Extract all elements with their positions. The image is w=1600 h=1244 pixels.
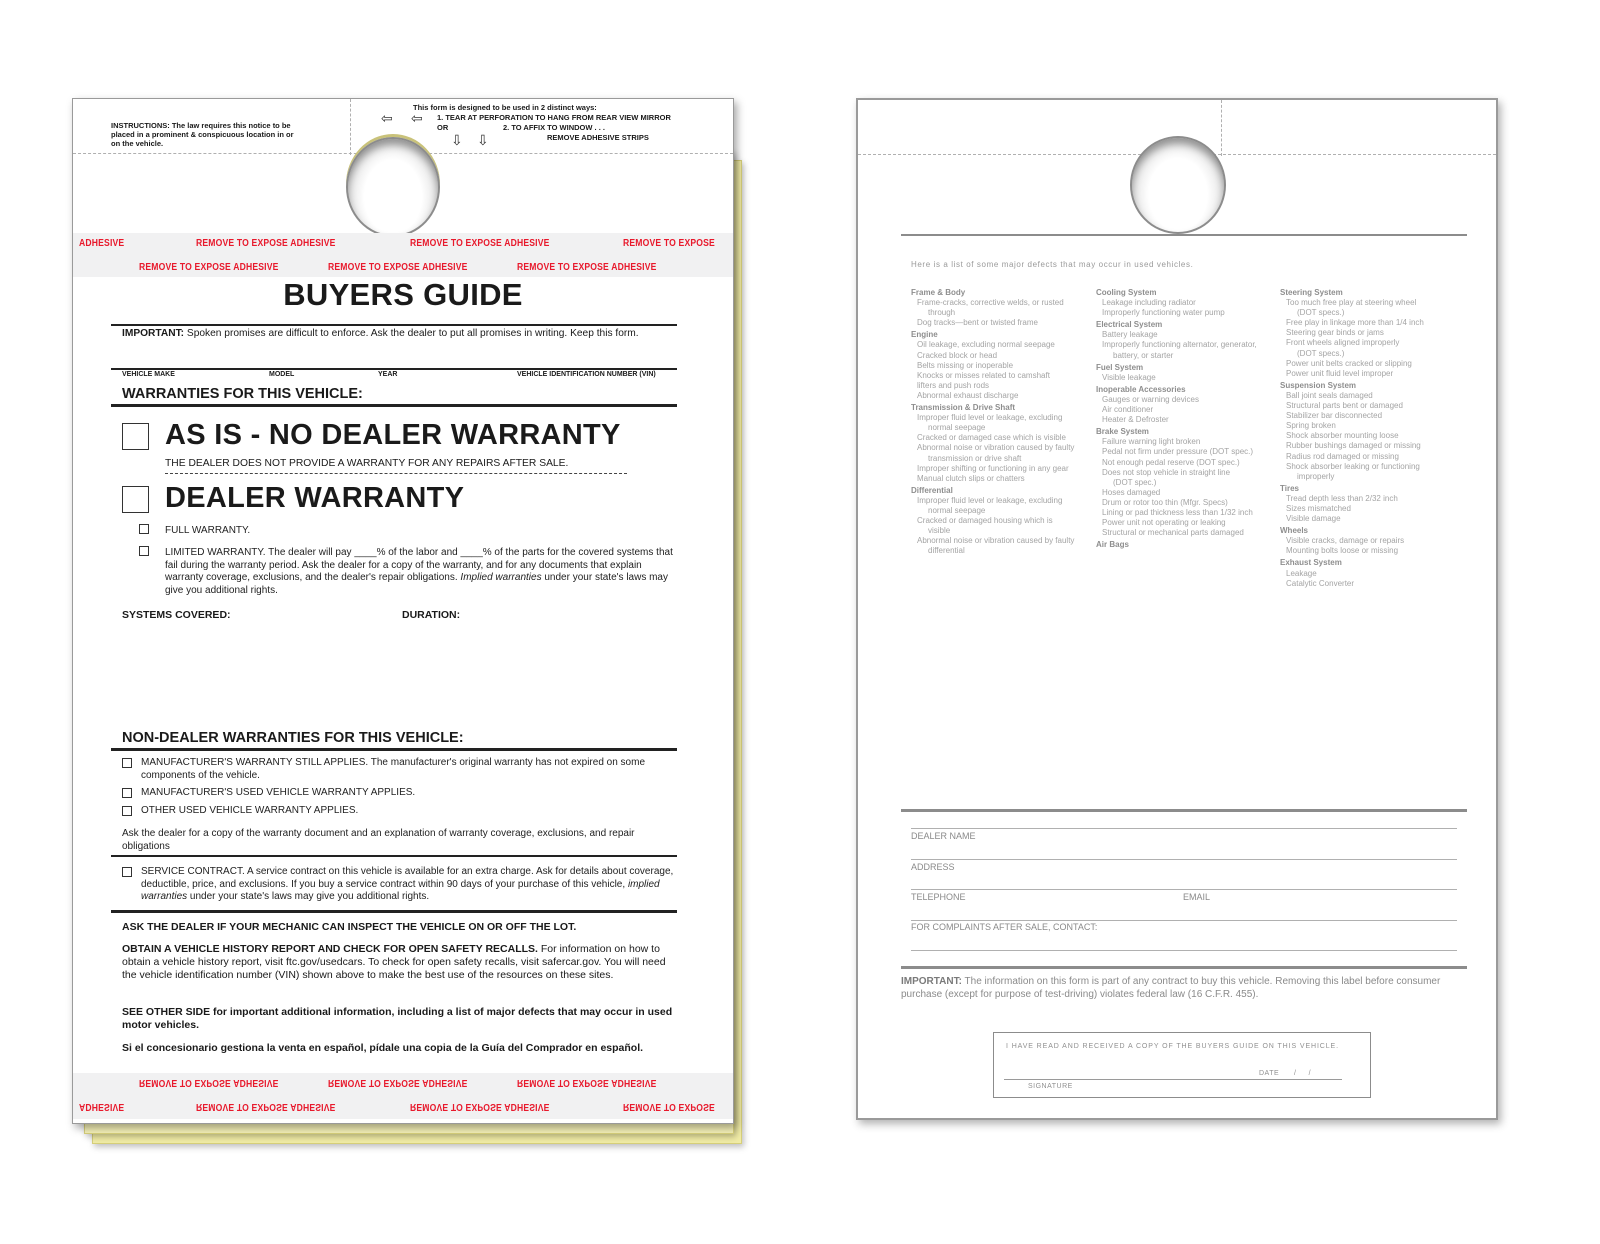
design-note <box>381 103 671 148</box>
warranties-heading: WARRANTIES FOR THIS VEHICLE: <box>122 386 363 402</box>
defect-category: Exhaust System <box>1280 558 1342 568</box>
date-label: DATE <box>1259 1070 1280 1077</box>
adhesive-label: REMOVE TO EXPOSE ADHESIVE <box>196 1101 336 1112</box>
important-text: Spoken promises are difficult to enforce. Ask the dealer to put all promises in writing. Keep this form. <box>186 328 639 339</box>
instructions-text: INSTRUCTIONS: The law requires this notice to be placed in a prominent & conspicuous location in or on the vehicle. <box>111 121 294 148</box>
adhesive-label: REMOVE TO EXPOSE ADHESIVE <box>328 1077 468 1088</box>
adhesive-label: REMOVE TO EXPOSE <box>623 238 715 249</box>
used-vehicle-warranty-text: MANUFACTURER'S USED VEHICLE WARRANTY APPLIES. <box>141 787 416 798</box>
vehicle-info-line[interactable] <box>111 368 677 370</box>
arrow-down-icon: ⇩ <box>451 132 463 148</box>
divider <box>111 748 677 751</box>
defect-item: Radius rod damaged or missing <box>1286 451 1399 461</box>
defect-item: Improper fluid level or leakage, excluding <box>917 495 1063 505</box>
defects-column-1 <box>911 286 1096 556</box>
way-2-detail: REMOVE ADHESIVE STRIPS <box>547 133 649 142</box>
defect-item: Air conditioner <box>1102 405 1154 415</box>
defect-item: Lining or pad thickness less than 1/32 inch <box>1102 507 1253 517</box>
telephone-email-line[interactable] <box>911 889 1457 890</box>
address-line[interactable] <box>911 859 1457 860</box>
defect-item: Does not stop vehicle in straight line <box>1102 467 1231 477</box>
defect-item: differential <box>928 546 965 556</box>
defect-item: Drum or rotor too thin (Mfgr. Specs) <box>1102 497 1228 507</box>
defect-category: Air Bags <box>1096 540 1129 550</box>
signature-box <box>993 1032 1371 1098</box>
signature-label: SIGNATURE <box>1028 1083 1073 1090</box>
perforation-vertical <box>1221 100 1222 156</box>
adhesive-label: REMOVE TO EXPOSE ADHESIVE <box>328 262 468 273</box>
defect-item: Too much free play at steering wheel <box>1286 298 1417 308</box>
page-title: BUYERS GUIDE <box>283 277 523 312</box>
complaints-line[interactable] <box>911 920 1457 921</box>
defect-item: Abnormal noise or vibration caused by faulty <box>917 443 1075 453</box>
adhesive-label: REMOVE TO EXPOSE ADHESIVE <box>517 262 657 273</box>
defect-item: Structural or mechanical parts damaged <box>1102 528 1244 538</box>
signature-line[interactable] <box>1004 1079 1342 1080</box>
defect-item: Structural parts bent or damaged <box>1286 401 1403 411</box>
defect-item: Belts missing or inoperable <box>917 360 1014 370</box>
defect-item: Tread depth less than 2/32 inch <box>1286 493 1398 503</box>
as-is-subtext: THE DEALER DOES NOT PROVIDE A WARRANTY FOR ANY REPAIRS AFTER SALE. <box>165 458 569 469</box>
way-1-text: 1. TEAR AT PERFORATION TO HANG FROM REAR VIEW MIRROR <box>437 113 671 122</box>
model-label: MODEL <box>269 371 295 378</box>
defect-item: improperly <box>1297 471 1335 481</box>
divider <box>901 234 1467 236</box>
defect-item: Leakage <box>1286 568 1317 578</box>
other-warranty-checkbox[interactable] <box>122 806 132 816</box>
defect-item: Dog tracks—bent or twisted frame <box>917 318 1038 328</box>
defect-item: Improperly functioning alternator, generator, <box>1102 340 1257 350</box>
defect-item: Shock absorber leaking or functioning <box>1286 461 1420 471</box>
adhesive-label: REMOVE TO EXPOSE <box>623 1101 715 1112</box>
dealer-warranty-label: DEALER WARRANTY <box>165 482 465 514</box>
important-label: IMPORTANT: <box>122 328 185 339</box>
complaints-contact-line[interactable] <box>911 950 1457 951</box>
used-vehicle-warranty-checkbox[interactable] <box>122 788 132 798</box>
buyers-guide-front <box>72 98 734 1124</box>
year-label: YEAR <box>378 371 398 378</box>
service-contract-checkbox[interactable] <box>122 867 132 877</box>
defect-item: Cracked or damaged case which is visible <box>917 433 1066 443</box>
defect-item: Cracked or damaged housing which is <box>917 516 1053 526</box>
divider <box>111 855 677 857</box>
defect-item: Shock absorber mounting loose <box>1286 431 1399 441</box>
design-note-heading: This form is designed to be used in 2 distinct ways: <box>413 103 597 112</box>
systems-covered-label: SYSTEMS COVERED: <box>122 609 231 621</box>
divider <box>111 404 677 407</box>
defect-item: Sizes mismatched <box>1286 503 1351 513</box>
defect-item: Failure warning light broken <box>1102 437 1201 447</box>
arrow-left-icon: ⇦ <box>411 110 423 126</box>
adhesive-label: REMOVE TO EXPOSE ADHESIVE <box>517 1077 657 1088</box>
defect-category: Tires <box>1280 483 1299 493</box>
limited-warranty-text: LIMITED WARRANTY. The dealer will pay ____% of the labor and ____% of the parts for the covered systems that fail during the warranty period. Ask the dealer for a copy of the warranty, and for any documents that explain warranty coverage, exclusions, and the dealer's repair obligations. Implied warranties under your state's laws may give you additional rights. <box>165 547 673 596</box>
defect-item: through <box>928 308 956 318</box>
defects-column-2 <box>1096 286 1281 550</box>
as-is-label: AS IS - NO DEALER WARRANTY <box>165 419 621 451</box>
defect-category: Wheels <box>1280 526 1309 536</box>
perforation-vertical <box>350 99 351 155</box>
vin-label: VEHICLE IDENTIFICATION NUMBER (VIN) <box>517 371 656 378</box>
spanish-note: Si el concesionario gestiona la venta en español, pídale una copia de la Guía del Comprador en español. <box>122 1042 644 1054</box>
defect-item: Improper shifting or functioning in any gear <box>917 463 1069 473</box>
defect-item: Oil leakage, excluding normal seepage <box>917 340 1055 350</box>
divider <box>901 809 1467 812</box>
defect-category: Frame & Body <box>911 288 966 297</box>
adhesive-label: REMOVE TO EXPOSE ADHESIVE <box>196 238 336 249</box>
other-warranty-text: OTHER USED VEHICLE WARRANTY APPLIES. <box>141 805 359 816</box>
defect-item: Abnormal noise or vibration caused by faulty <box>917 536 1075 546</box>
defect-category: Transmission & Drive Shaft <box>911 403 1016 413</box>
defect-item: Manual clutch slips or chatters <box>917 473 1025 483</box>
defect-item: Improperly functioning water pump <box>1102 308 1225 318</box>
complaints-label: FOR COMPLAINTS AFTER SALE, CONTACT: <box>911 922 1098 932</box>
defect-item: Spring broken <box>1286 421 1336 431</box>
defect-item: Cracked block or head <box>917 350 998 360</box>
adhesive-strip-top[interactable] <box>73 233 733 277</box>
defect-item: Hoses damaged <box>1102 487 1161 497</box>
full-warranty-label: FULL WARRANTY. <box>165 525 251 536</box>
way-2-text: 2. TO AFFIX TO WINDOW . . . <box>503 123 605 132</box>
mechanic-inspection-note: ASK THE DEALER IF YOUR MECHANIC CAN INSPECT THE VEHICLE ON OR OFF THE LOT. <box>122 921 577 933</box>
defect-category: Suspension System <box>1280 380 1357 390</box>
see-other-side-note: SEE OTHER SIDE for important additional information, including a list of major defects that may occur in used motor vehicles. <box>122 1006 673 1031</box>
adhesive-label: ADHESIVE <box>79 1101 125 1112</box>
non-dealer-heading: NON-DEALER WARRANTIES FOR THIS VEHICLE: <box>122 730 464 746</box>
defect-item: Stabilizer bar disconnected <box>1286 411 1383 421</box>
telephone-label: TELEPHONE <box>911 892 966 902</box>
defect-item: transmission or drive shaft <box>928 453 1022 463</box>
as-is-checkbox[interactable] <box>122 423 149 450</box>
divider <box>901 966 1467 969</box>
defect-category: Fuel System <box>1096 362 1144 372</box>
address-label: ADDRESS <box>911 862 955 872</box>
dealer-warranty-checkbox[interactable] <box>122 486 149 513</box>
defect-item: Power unit not operating or leaking <box>1102 518 1226 528</box>
defect-item: Improper fluid level or leakage, excluding <box>917 413 1063 423</box>
arrow-left-icon: ⇦ <box>381 110 393 126</box>
important-notice <box>122 328 639 339</box>
adhesive-label: REMOVE TO EXPOSE ADHESIVE <box>139 1077 279 1088</box>
or-text: OR <box>437 123 449 132</box>
defect-item: (DOT specs.) <box>1297 308 1345 318</box>
manufacturer-warranty-text: MANUFACTURER'S WARRANTY STILL APPLIES. The manufacturer's original warranty has not expired on some components of the vehicle. <box>141 757 646 781</box>
defect-item: normal seepage <box>928 505 986 515</box>
defect-item: Front wheels aligned improperly <box>1286 338 1400 348</box>
defect-item: Pedal not firm under pressure (DOT spec.) <box>1102 447 1254 457</box>
defect-item: (DOT spec.) <box>1113 477 1157 487</box>
defect-item: battery, or starter <box>1113 350 1174 360</box>
defect-item: Visible damage <box>1286 514 1341 524</box>
defect-category: Steering System <box>1280 288 1343 297</box>
manufacturer-warranty-checkbox[interactable] <box>122 758 132 768</box>
defect-item: Gauges or warning devices <box>1102 394 1199 404</box>
defect-item: Visible leakage <box>1102 372 1156 382</box>
defect-category: Inoperable Accessories <box>1096 384 1186 394</box>
defect-category: Cooling System <box>1096 288 1157 297</box>
date-slashes: / / <box>1294 1070 1312 1077</box>
defect-item: Catalytic Converter <box>1286 578 1355 588</box>
defect-item: Heater & Defroster <box>1102 415 1169 425</box>
defect-item: (DOT specs.) <box>1297 348 1345 358</box>
defect-item: Power unit belts cracked or slipping <box>1286 358 1412 368</box>
defect-item: Not enough pedal reserve (DOT spec.) <box>1102 457 1240 467</box>
arrow-down-icon: ⇩ <box>477 132 489 148</box>
dealer-name-label: DEALER NAME <box>911 831 976 841</box>
mirror-hanger-hole <box>346 137 440 237</box>
adhesive-strip-bottom[interactable] <box>73 1073 733 1119</box>
defect-category: Engine <box>911 330 938 340</box>
defects-intro: Here is a list of some major defects that may occur in used vehicles. <box>911 260 1194 269</box>
adhesive-label: ADHESIVE <box>79 238 125 249</box>
defect-category: Brake System <box>1096 427 1149 437</box>
back-important-notice: IMPORTANT: The information on this form is part of any contract to buy this vehicle. Removing this label before consumer purchase (except for purpose of test-driving) violates federal law (16 C.F.R. 455). <box>901 976 1441 1000</box>
acknowledgement-text: I HAVE READ AND RECEIVED A COPY OF THE BUYERS GUIDE ON THIS VEHICLE. <box>1006 1043 1339 1050</box>
defect-category: Differential <box>911 485 953 495</box>
adhesive-label: REMOVE TO EXPOSE ADHESIVE <box>139 262 279 273</box>
defect-item: Frame-cracks, corrective welds, or rusted <box>917 298 1064 308</box>
defect-item: Visible cracks, damage or repairs <box>1286 536 1405 546</box>
limited-warranty-checkbox[interactable] <box>139 546 149 556</box>
adhesive-label: REMOVE TO EXPOSE ADHESIVE <box>410 238 550 249</box>
adhesive-label: REMOVE TO EXPOSE ADHESIVE <box>410 1101 550 1112</box>
defect-item: normal seepage <box>928 423 986 433</box>
buyers-guide-back <box>856 98 1498 1120</box>
full-warranty-checkbox[interactable] <box>139 524 149 534</box>
defect-item: Free play in linkage more than 1/4 inch <box>1286 318 1424 328</box>
defect-item: visible <box>928 526 951 536</box>
defect-category: Electrical System <box>1096 320 1163 330</box>
defect-item: Mounting bolts loose or missing <box>1286 546 1399 556</box>
vehicle-history-note: OBTAIN A VEHICLE HISTORY REPORT AND CHECK FOR OPEN SAFETY RECALLS. For information on how to obtain a vehicle history report, visit ftc.gov/usedcars. To check for open safety recalls, visit safercar.gov. You will need the vehicle identification number (VIN) shown above to make the best use of the resources on these sites. <box>122 943 666 981</box>
defect-item: Abnormal exhaust discharge <box>917 390 1019 400</box>
defect-item: Steering gear binds or jams <box>1286 328 1384 338</box>
email-label: EMAIL <box>1183 892 1211 902</box>
service-contract-text: SERVICE CONTRACT. A service contract on this vehicle is available for an extra charge. Ask for details about coverage, deductible, price, and exclusions. If you buy a service contract within 90 days of your purchase of this vehicle, implied warranties under your state's laws may give you additional rights. <box>141 866 674 903</box>
vehicle-make-label: VEHICLE MAKE <box>122 371 175 378</box>
defect-item: Knocks or misses related to camshaft <box>917 370 1050 380</box>
divider <box>111 324 677 326</box>
defect-item: Rubber bushings damaged or missing <box>1286 441 1421 451</box>
duration-label: DURATION: <box>402 609 461 621</box>
dashed-separator <box>165 473 627 474</box>
divider <box>111 910 677 913</box>
non-dealer-note: Ask the dealer for a copy of the warranty document and an explanation of warranty coverage, exclusions, and repair obligations <box>122 828 635 852</box>
defects-column-3 <box>1280 286 1470 589</box>
dealer-name-line[interactable] <box>911 828 1457 829</box>
defect-item: Ball joint seals damaged <box>1286 390 1373 400</box>
defect-item: lifters and push rods <box>917 380 990 390</box>
defect-item: Battery leakage <box>1102 330 1158 340</box>
defect-item: Leakage including radiator <box>1102 298 1196 308</box>
mirror-hanger-hole <box>1130 136 1226 234</box>
defect-item: Power unit fluid level improper <box>1286 368 1394 378</box>
